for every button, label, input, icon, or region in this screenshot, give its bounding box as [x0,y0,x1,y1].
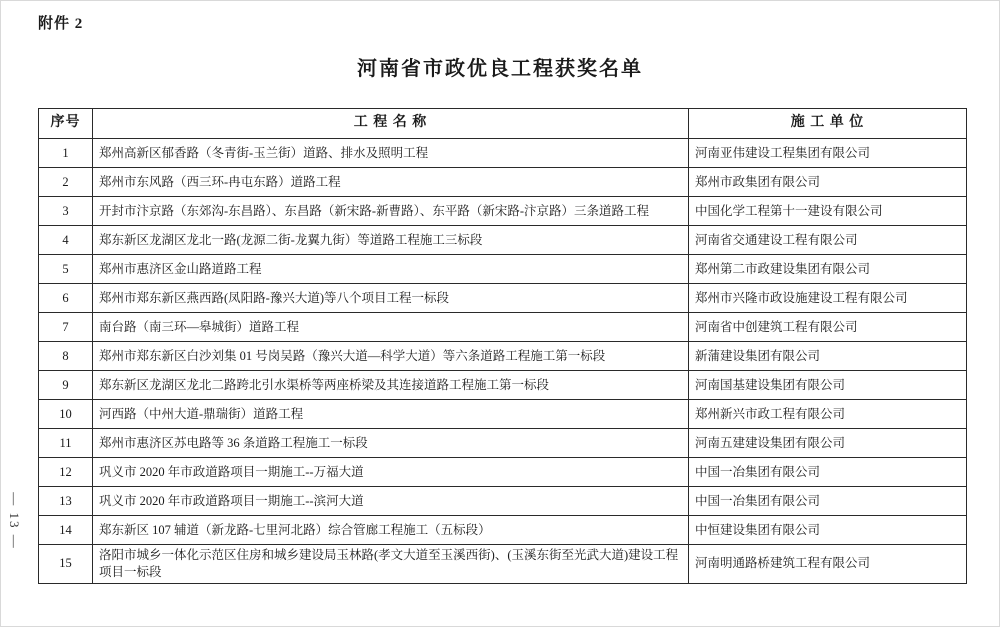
row-index-cell: 5 [39,255,93,284]
row-index-cell: 15 [39,545,93,584]
column-header-unit: 施 工 单 位 [689,109,967,139]
table-row [39,371,967,400]
row-unit-cell: 郑州市政集团有限公司 [689,168,967,197]
table-row [39,458,967,487]
column-header-index: 序号 [39,109,93,139]
row-project-cell: 郑州市惠济区金山路道路工程 [93,255,689,284]
table-row [39,400,967,429]
award-table [38,108,967,584]
row-project-cell: 郑东新区 107 辅道（新龙路-七里河北路）综合管廊工程施工（五标段） [93,516,689,545]
table-header-row [39,109,967,139]
table-row [39,168,967,197]
row-index-cell: 7 [39,313,93,342]
row-unit-cell: 中恒建设集团有限公司 [689,516,967,545]
row-project-cell: 郑州市郑东新区燕西路(凤阳路-豫兴大道)等八个项目工程一标段 [93,284,689,313]
attachment-label: 附件 2 [38,16,84,32]
row-unit-cell: 河南省交通建设工程有限公司 [689,226,967,255]
table-body [39,139,967,584]
table-row [39,197,967,226]
row-index-cell: 6 [39,284,93,313]
row-unit-cell: 河南省中创建筑工程有限公司 [689,313,967,342]
row-unit-cell: 郑州市兴隆市政设施建设工程有限公司 [689,284,967,313]
row-index-cell: 14 [39,516,93,545]
row-project-cell: 巩义市 2020 年市政道路项目一期施工--滨河大道 [93,487,689,516]
row-unit-cell: 中国化学工程第十一建设有限公司 [689,197,967,226]
table-row [39,139,967,168]
row-unit-cell: 河南国基建设集团有限公司 [689,371,967,400]
table-row [39,255,967,284]
row-unit-cell: 河南明通路桥建筑工程有限公司 [689,545,967,584]
table-row [39,226,967,255]
row-unit-cell: 中国一冶集团有限公司 [689,487,967,516]
row-unit-cell: 郑州第二市政建设集团有限公司 [689,255,967,284]
table-row [39,342,967,371]
row-project-cell: 巩义市 2020 年市政道路项目一期施工--万福大道 [93,458,689,487]
page-title: 河南省市政优良工程获奖名单 [357,58,643,80]
row-project-cell: 南台路（南三环—皋城街）道路工程 [93,313,689,342]
table-row [39,545,967,584]
row-index-cell: 13 [39,487,93,516]
table-row [39,313,967,342]
row-unit-cell: 中国一冶集团有限公司 [689,458,967,487]
row-unit-cell: 郑州新兴市政工程有限公司 [689,400,967,429]
row-index-cell: 1 [39,139,93,168]
table-row [39,284,967,313]
row-index-cell: 8 [39,342,93,371]
row-project-cell: 开封市汴京路（东郊沟-东昌路）、东昌路（新宋路-新曹路）、东平路（新宋路-汴京路）三条道路工程 [93,197,689,226]
row-project-cell: 郑州市郑东新区白沙刘集 01 号岗吴路（豫兴大道—科学大道）等六条道路工程施工第一标段 [93,342,689,371]
row-unit-cell: 河南五建建设集团有限公司 [689,429,967,458]
row-project-cell: 郑州高新区郁香路（冬青街-玉兰街）道路、排水及照明工程 [93,139,689,168]
row-unit-cell: 新蒲建设集团有限公司 [689,342,967,371]
row-index-cell: 3 [39,197,93,226]
row-project-cell: 郑州市惠济区苏电路等 36 条道路工程施工一标段 [93,429,689,458]
row-unit-cell: 河南亚伟建设工程集团有限公司 [689,139,967,168]
row-index-cell: 9 [39,371,93,400]
row-index-cell: 4 [39,226,93,255]
row-index-cell: 12 [39,458,93,487]
page-number: — 13 — [7,492,22,550]
table-row [39,516,967,545]
table-row [39,487,967,516]
row-project-cell: 郑东新区龙湖区龙北一路(龙源二街-龙翼九街）等道路工程施工三标段 [93,226,689,255]
row-index-cell: 10 [39,400,93,429]
row-project-cell: 郑州市东风路（西三环-冉屯东路）道路工程 [93,168,689,197]
column-header-project: 工 程 名 称 [93,109,689,139]
table-row [39,429,967,458]
row-index-cell: 11 [39,429,93,458]
row-project-cell: 郑东新区龙湖区龙北二路跨北引水渠桥等两座桥梁及其连接道路工程施工第一标段 [93,371,689,400]
row-project-cell: 洛阳市城乡一体化示范区住房和城乡建设局玉林路(孝文大道至玉溪西街)、(玉溪东街至光武大道)建设工程项目一标段 [93,545,689,584]
row-index-cell: 2 [39,168,93,197]
row-project-cell: 河西路（中州大道-鼎瑞街）道路工程 [93,400,689,429]
